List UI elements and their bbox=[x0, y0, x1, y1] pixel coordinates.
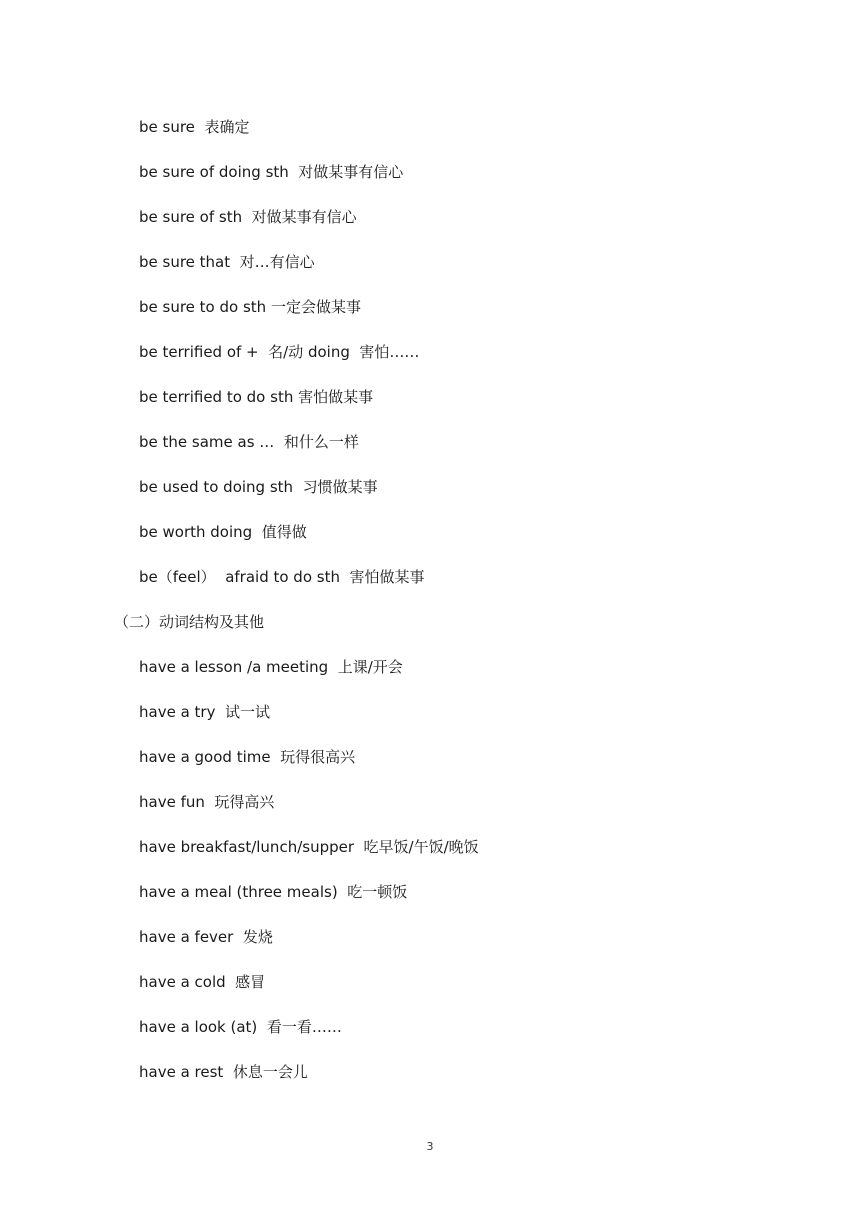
phrase-line: have fun 玩得高兴 bbox=[139, 793, 275, 811]
page-number: 3 bbox=[426, 1140, 434, 1153]
phrase-line: have a fever 发烧 bbox=[139, 928, 273, 946]
section-heading: （二）动词结构及其他 bbox=[114, 613, 265, 631]
phrase-line: be terrified of + 名/动 doing 害怕…… bbox=[139, 343, 420, 361]
phrase-line: be sure 表确定 bbox=[139, 118, 250, 136]
phrase-line: be sure of sth 对做某事有信心 bbox=[139, 208, 357, 226]
phrase-line: have a rest 休息一会儿 bbox=[139, 1063, 308, 1081]
phrase-line: have a meal (three meals) 吃一顿饭 bbox=[139, 883, 408, 901]
phrase-line: be sure that 对…有信心 bbox=[139, 253, 315, 271]
phrase-line: be terrified to do sth 害怕做某事 bbox=[139, 388, 374, 406]
phrase-list bbox=[0, 115, 860, 1105]
phrase-line: have a lesson /a meeting 上课/开会 bbox=[139, 658, 403, 676]
phrase-line: be（feel） afraid to do sth 害怕做某事 bbox=[139, 568, 425, 586]
phrase-line: have a cold 感冒 bbox=[139, 973, 266, 991]
phrase-line: be used to doing sth 习惯做某事 bbox=[139, 478, 378, 496]
phrase-line: have a look (at) 看一看…… bbox=[139, 1018, 342, 1036]
phrase-line: be the same as … 和什么一样 bbox=[139, 433, 359, 451]
phrase-line: have breakfast/lunch/supper 吃早饭/午饭/晚饭 bbox=[139, 838, 479, 856]
phrase-line: be sure to do sth 一定会做某事 bbox=[139, 298, 361, 316]
phrase-line: have a try 试一试 bbox=[139, 703, 270, 721]
phrase-line: be worth doing 值得做 bbox=[139, 523, 307, 541]
phrase-line: be sure of doing sth 对做某事有信心 bbox=[139, 163, 404, 181]
phrase-line: have a good time 玩得很高兴 bbox=[139, 748, 356, 766]
